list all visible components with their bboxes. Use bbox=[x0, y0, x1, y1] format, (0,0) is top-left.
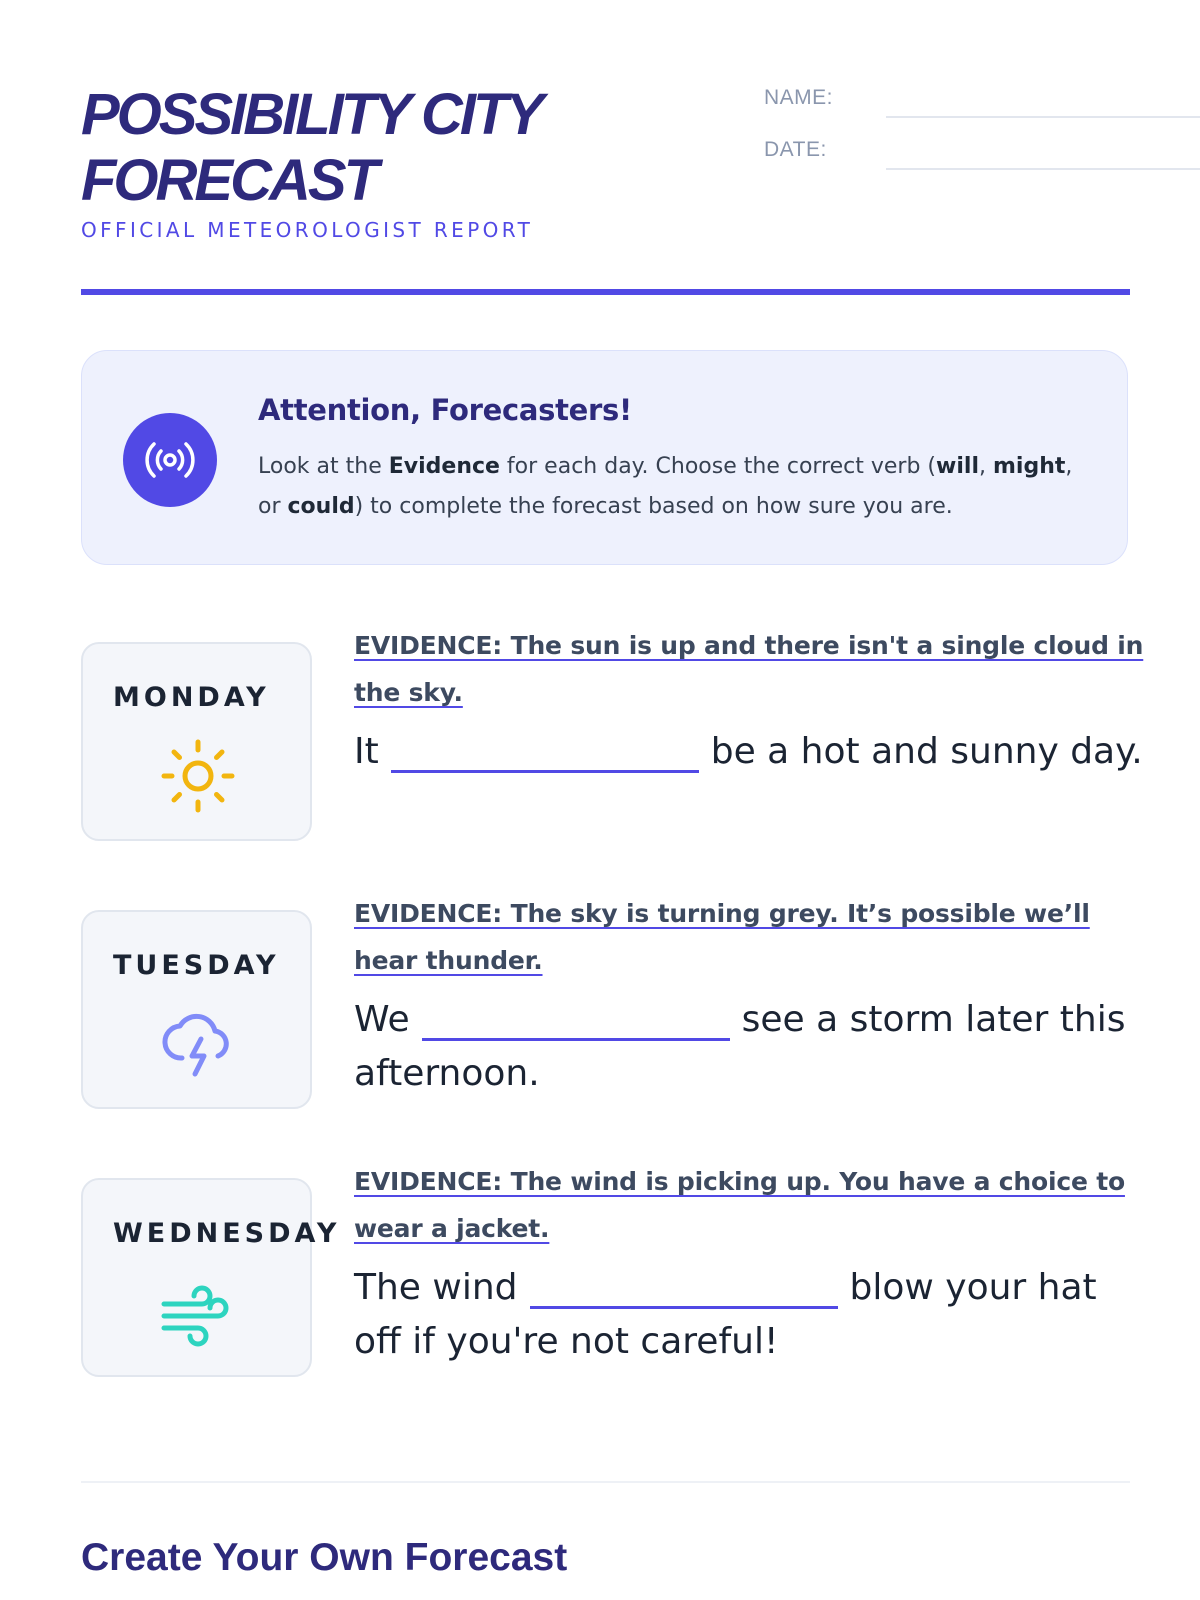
name-line[interactable] bbox=[886, 116, 1200, 118]
storm-cloud-icon bbox=[160, 1006, 236, 1082]
callout-text: , bbox=[978, 454, 993, 479]
day-card bbox=[81, 910, 312, 1109]
callout-keyword-might: might bbox=[992, 454, 1066, 479]
sun-icon bbox=[160, 738, 236, 814]
answer-blank[interactable] bbox=[391, 730, 699, 773]
forecast-sentence bbox=[354, 725, 1144, 779]
title-line-1: POSSIBILITY CITY bbox=[81, 82, 542, 147]
day-card bbox=[81, 642, 312, 841]
day-card bbox=[81, 1178, 341, 1377]
evidence-text: EVIDENCE: The wind is picking up. You have a choice to wear a jacket. bbox=[354, 1167, 1125, 1243]
name-label: NAME: bbox=[764, 86, 834, 109]
header-divider bbox=[81, 289, 1130, 295]
broadcast-icon bbox=[123, 413, 217, 507]
page-subtitle: OFFICIAL METEOROLOGIST REPORT bbox=[81, 218, 534, 242]
page-title bbox=[81, 82, 601, 214]
answer-blank[interactable] bbox=[530, 1266, 838, 1309]
callout-text: for each day. Choose the correct verb ( bbox=[499, 454, 937, 479]
callout-keyword-evidence: Evidence bbox=[388, 454, 500, 479]
callout-keyword-will: will bbox=[936, 454, 979, 479]
sentence-start: It bbox=[354, 731, 379, 772]
date-line[interactable] bbox=[886, 168, 1200, 170]
callout-text: ) to complete the forecast based on how sure you are. bbox=[354, 494, 953, 519]
forecast-sentence bbox=[354, 1261, 1144, 1369]
day-name: MONDAY bbox=[113, 682, 270, 713]
day-tuesday bbox=[81, 890, 1141, 1130]
evidence-text: EVIDENCE: The sky is turning grey. It’s possible we’ll hear thunder. bbox=[354, 899, 1090, 975]
section-title: Create Your Own Forecast bbox=[81, 1536, 568, 1579]
callout-title: Attention, Forecasters! bbox=[258, 393, 632, 427]
day-name: TUESDAY bbox=[113, 950, 280, 981]
sentence-end: be a hot and sunny day. bbox=[710, 731, 1143, 772]
instructions-callout bbox=[81, 350, 1128, 565]
evidence-text: EVIDENCE: The sun is up and there isn't a single cloud in the sky. bbox=[354, 631, 1144, 707]
answer-blank[interactable] bbox=[422, 998, 730, 1041]
wind-icon bbox=[160, 1274, 236, 1350]
forecast-sentence bbox=[354, 993, 1144, 1101]
sentence-end: blow your hat off if you're not careful! bbox=[354, 1267, 1097, 1362]
title-line-2: FORECAST bbox=[81, 148, 376, 213]
section-divider bbox=[81, 1481, 1130, 1483]
day-name: WEDNESDAY bbox=[113, 1218, 341, 1249]
sentence-start: The wind bbox=[354, 1267, 518, 1308]
sentence-end: see a storm later this afternoon. bbox=[354, 999, 1126, 1094]
callout-body bbox=[258, 447, 1098, 527]
date-label: DATE: bbox=[764, 138, 827, 161]
callout-keyword-could: could bbox=[287, 494, 355, 519]
callout-text: Look at the bbox=[258, 454, 389, 479]
sentence-start: We bbox=[354, 999, 410, 1040]
day-wednesday bbox=[81, 1158, 1141, 1398]
callout-text: , or bbox=[258, 454, 1073, 519]
worksheet-header bbox=[81, 82, 1131, 242]
day-monday bbox=[81, 622, 1144, 862]
